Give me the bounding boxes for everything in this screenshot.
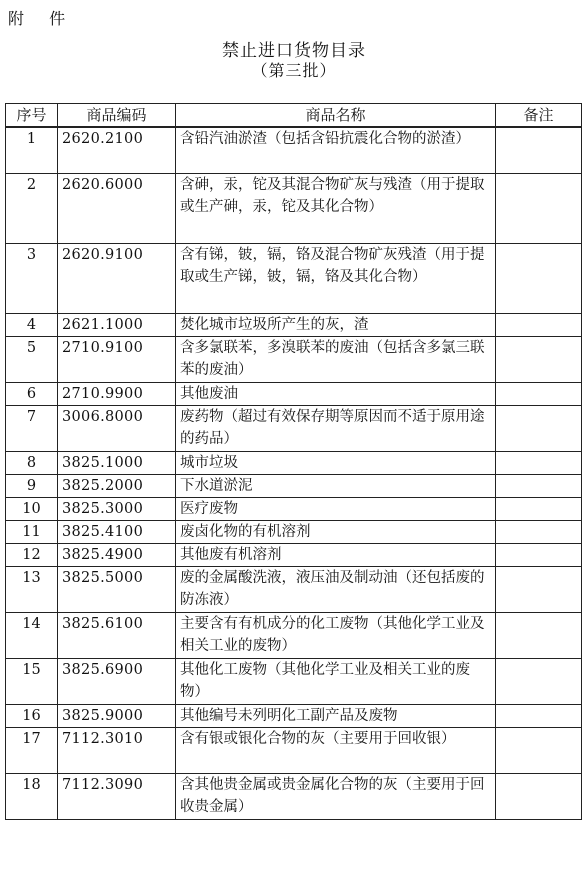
commodity-name: 含有银或银化合物的灰（主要用于回收银）	[176, 727, 496, 773]
table-row	[6, 612, 582, 658]
row-number: 10	[6, 497, 58, 520]
commodity-code: 2710.9100	[58, 336, 176, 382]
remark-cell	[496, 773, 582, 819]
remark-cell	[496, 497, 582, 520]
header-no: 序号	[6, 104, 58, 128]
table-row	[6, 658, 582, 704]
commodity-code: 3825.3000	[58, 497, 176, 520]
remark-cell	[496, 173, 582, 243]
remark-cell	[496, 382, 582, 405]
row-number: 5	[6, 336, 58, 382]
header-row	[6, 104, 582, 128]
table-row	[6, 727, 582, 773]
commodity-name: 其他废有机溶剂	[176, 543, 496, 566]
commodity-name: 废药物（超过有效保存期等原因而不适于原用途的药品）	[176, 405, 496, 451]
row-number: 9	[6, 474, 58, 497]
table-row	[6, 451, 582, 474]
remark-cell	[496, 520, 582, 543]
row-number: 3	[6, 243, 58, 313]
commodity-code: 3825.4100	[58, 520, 176, 543]
commodity-code: 3825.1000	[58, 451, 176, 474]
remark-cell	[496, 336, 582, 382]
row-number: 6	[6, 382, 58, 405]
header-code: 商品编码	[58, 104, 176, 128]
attachment-label: 附 件	[8, 9, 76, 28]
commodity-name: 废的金属酸洗液，液压油及制动油（还包括废的防冻液）	[176, 566, 496, 612]
document-title: 禁止进口货物目录	[222, 41, 366, 61]
table-body	[6, 127, 582, 819]
commodity-name: 废卤化物的有机溶剂	[176, 520, 496, 543]
commodity-code: 3825.2000	[58, 474, 176, 497]
row-number: 16	[6, 704, 58, 727]
table-row	[6, 474, 582, 497]
row-number: 14	[6, 612, 58, 658]
commodity-name: 医疗废物	[176, 497, 496, 520]
row-number: 12	[6, 543, 58, 566]
commodity-code: 7112.3090	[58, 773, 176, 819]
commodity-name: 其他废油	[176, 382, 496, 405]
remark-cell	[496, 313, 582, 336]
commodity-name: 下水道淤泥	[176, 474, 496, 497]
remark-cell	[496, 127, 582, 173]
remark-cell	[496, 612, 582, 658]
commodity-name: 含有锑，铍，镉，铬及混合物矿灰残渣（用于提取或生产锑，铍，镉，铬及其化合物）	[176, 243, 496, 313]
row-number: 7	[6, 405, 58, 451]
remark-cell	[496, 658, 582, 704]
commodity-name: 含铅汽油淤渣（包括含铅抗震化合物的淤渣）	[176, 127, 496, 173]
commodity-name: 其他编号未列明化工副产品及废物	[176, 704, 496, 727]
commodity-name: 含多氯联苯，多溴联苯的废油（包括含多氯三联苯的废油）	[176, 336, 496, 382]
commodity-name: 城市垃圾	[176, 451, 496, 474]
table-row	[6, 566, 582, 612]
remark-cell	[496, 543, 582, 566]
row-number: 13	[6, 566, 58, 612]
table-header	[6, 104, 582, 128]
commodity-code: 3006.8000	[58, 405, 176, 451]
remark-cell	[496, 566, 582, 612]
row-number: 18	[6, 773, 58, 819]
row-number: 8	[6, 451, 58, 474]
commodity-code: 2620.9100	[58, 243, 176, 313]
table-row	[6, 173, 582, 243]
remark-cell	[496, 474, 582, 497]
table-row	[6, 520, 582, 543]
row-number: 15	[6, 658, 58, 704]
commodity-code: 3825.6100	[58, 612, 176, 658]
table-row	[6, 313, 582, 336]
table-row	[6, 704, 582, 727]
table-row	[6, 543, 582, 566]
commodity-name: 主要含有有机成分的化工废物（其他化学工业及相关工业的废物）	[176, 612, 496, 658]
remark-cell	[496, 451, 582, 474]
commodity-code: 3825.6900	[58, 658, 176, 704]
document-subtitle: （第三批）	[251, 61, 337, 80]
table-row	[6, 127, 582, 173]
row-number: 1	[6, 127, 58, 173]
table-row	[6, 382, 582, 405]
commodity-name: 含砷，汞，铊及其混合物矿灰与残渣（用于提取或生产砷，汞，铊及其化合物）	[176, 173, 496, 243]
remark-cell	[496, 727, 582, 773]
remark-cell	[496, 704, 582, 727]
commodity-code: 7112.3010	[58, 727, 176, 773]
table-row	[6, 773, 582, 819]
commodity-code: 3825.5000	[58, 566, 176, 612]
table-row	[6, 405, 582, 451]
header-name: 商品名称	[176, 104, 496, 128]
commodity-code: 2621.1000	[58, 313, 176, 336]
header-remark: 备注	[496, 104, 582, 128]
row-number: 17	[6, 727, 58, 773]
commodity-code: 2620.2100	[58, 127, 176, 173]
commodity-code: 3825.9000	[58, 704, 176, 727]
commodity-name: 其他化工废物（其他化学工业及相关工业的废物）	[176, 658, 496, 704]
commodity-name: 含其他贵金属或贵金属化合物的灰（主要用于回收贵金属）	[176, 773, 496, 819]
row-number: 11	[6, 520, 58, 543]
commodity-code: 2710.9900	[58, 382, 176, 405]
row-number: 4	[6, 313, 58, 336]
remark-cell	[496, 243, 582, 313]
commodity-code: 2620.6000	[58, 173, 176, 243]
row-number: 2	[6, 173, 58, 243]
commodity-code: 3825.4900	[58, 543, 176, 566]
table-row	[6, 497, 582, 520]
table-row	[6, 336, 582, 382]
commodity-name: 焚化城市垃圾所产生的灰，渣	[176, 313, 496, 336]
goods-table	[5, 103, 582, 820]
remark-cell	[496, 405, 582, 451]
table-row	[6, 243, 582, 313]
